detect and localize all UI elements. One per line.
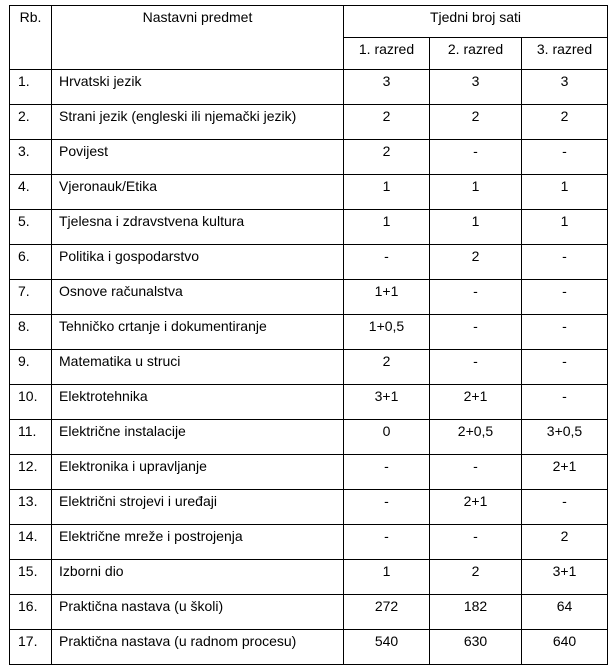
hours-year-2: 2: [430, 105, 522, 140]
hours-year-1: 3: [344, 70, 430, 105]
hours-year-3: -: [522, 350, 608, 385]
hours-year-3: -: [522, 245, 608, 280]
hours-year-1: 2: [344, 105, 430, 140]
hours-year-1: 1: [344, 560, 430, 595]
subject-name: Električne mreže i postrojenja: [52, 525, 344, 560]
table-row: [10, 140, 608, 175]
hours-year-2: 2: [430, 560, 522, 595]
row-number: 16.: [10, 595, 52, 630]
hours-year-3: 2: [522, 105, 608, 140]
table-row: [10, 525, 608, 560]
table-row: [10, 210, 608, 245]
table-row: [10, 315, 608, 350]
subject-name: Tjelesna i zdravstvena kultura: [52, 210, 344, 245]
hours-year-1: 2: [344, 140, 430, 175]
subject-name: Vjeronauk/Etika: [52, 175, 344, 210]
hours-year-2: 2+0,5: [430, 420, 522, 455]
subject-name: Strani jezik (engleski ili njemački jezik): [52, 105, 344, 140]
row-number: 17.: [10, 630, 52, 665]
subject-name: Elektrotehnika: [52, 385, 344, 420]
hours-year-1: -: [344, 490, 430, 525]
hours-year-1: -: [344, 455, 430, 490]
hours-year-2: 1: [430, 175, 522, 210]
table-row: [10, 280, 608, 315]
subject-name: Osnove računalstva: [52, 280, 344, 315]
hours-year-3: -: [522, 280, 608, 315]
row-number: 12.: [10, 455, 52, 490]
hours-year-3: 640: [522, 630, 608, 665]
header-weekly-hours: Tjedni broj sati: [344, 6, 608, 38]
hours-year-1: 540: [344, 630, 430, 665]
header-rb: Rb.: [10, 6, 52, 70]
row-number: 9.: [10, 350, 52, 385]
row-number: 14.: [10, 525, 52, 560]
row-number: 3.: [10, 140, 52, 175]
subject-name: Izborni dio: [52, 560, 344, 595]
hours-year-1: -: [344, 245, 430, 280]
header-subject: Nastavni predmet: [52, 6, 344, 70]
hours-year-1: 0: [344, 420, 430, 455]
subject-name: Tehničko crtanje i dokumentiranje: [52, 315, 344, 350]
row-number: 7.: [10, 280, 52, 315]
header-year-1: 1. razred: [344, 38, 430, 70]
hours-year-1: 2: [344, 350, 430, 385]
hours-year-1: 1+0,5: [344, 315, 430, 350]
hours-year-3: 3: [522, 70, 608, 105]
table-body: [10, 70, 608, 665]
subject-name: Matematika u struci: [52, 350, 344, 385]
table-row: [10, 490, 608, 525]
hours-year-1: 1: [344, 175, 430, 210]
hours-year-1: -: [344, 525, 430, 560]
hours-year-3: 2: [522, 525, 608, 560]
hours-year-2: -: [430, 455, 522, 490]
table-row: [10, 560, 608, 595]
hours-year-3: 1: [522, 175, 608, 210]
row-number: 6.: [10, 245, 52, 280]
hours-year-2: 2: [430, 245, 522, 280]
hours-year-2: 630: [430, 630, 522, 665]
hours-year-2: -: [430, 315, 522, 350]
hours-year-3: -: [522, 385, 608, 420]
table-row: [10, 105, 608, 140]
row-number: 5.: [10, 210, 52, 245]
row-number: 1.: [10, 70, 52, 105]
hours-year-1: 3+1: [344, 385, 430, 420]
table-row: [10, 245, 608, 280]
table-row: [10, 420, 608, 455]
hours-year-1: 1+1: [344, 280, 430, 315]
hours-year-2: 3: [430, 70, 522, 105]
subject-name: Praktična nastava (u školi): [52, 595, 344, 630]
hours-year-2: -: [430, 525, 522, 560]
subject-name: Politika i gospodarstvo: [52, 245, 344, 280]
table-row: [10, 630, 608, 665]
hours-year-3: 2+1: [522, 455, 608, 490]
hours-year-3: 1: [522, 210, 608, 245]
row-number: 10.: [10, 385, 52, 420]
subject-name: Hrvatski jezik: [52, 70, 344, 105]
hours-year-1: 272: [344, 595, 430, 630]
hours-year-3: -: [522, 315, 608, 350]
curriculum-table: [9, 5, 608, 665]
hours-year-3: 3+0,5: [522, 420, 608, 455]
hours-year-2: -: [430, 140, 522, 175]
row-number: 11.: [10, 420, 52, 455]
hours-year-1: 1: [344, 210, 430, 245]
hours-year-3: -: [522, 140, 608, 175]
header-year-3: 3. razred: [522, 38, 608, 70]
hours-year-2: -: [430, 350, 522, 385]
hours-year-2: 2+1: [430, 490, 522, 525]
hours-year-2: 1: [430, 210, 522, 245]
table-row: [10, 350, 608, 385]
table-row: [10, 175, 608, 210]
subject-name: Električne instalacije: [52, 420, 344, 455]
row-number: 15.: [10, 560, 52, 595]
subject-name: Elektronika i upravljanje: [52, 455, 344, 490]
hours-year-2: 2+1: [430, 385, 522, 420]
row-number: 8.: [10, 315, 52, 350]
header-year-2: 2. razred: [430, 38, 522, 70]
hours-year-2: 182: [430, 595, 522, 630]
hours-year-2: -: [430, 280, 522, 315]
subject-name: Povijest: [52, 140, 344, 175]
row-number: 2.: [10, 105, 52, 140]
table-row: [10, 385, 608, 420]
hours-year-3: 3+1: [522, 560, 608, 595]
table-row: [10, 455, 608, 490]
hours-year-3: 64: [522, 595, 608, 630]
subject-name: Praktična nastava (u radnom procesu): [52, 630, 344, 665]
table-row: [10, 70, 608, 105]
subject-name: Električni strojevi i uređaji: [52, 490, 344, 525]
hours-year-3: -: [522, 490, 608, 525]
row-number: 13.: [10, 490, 52, 525]
row-number: 4.: [10, 175, 52, 210]
table-row: [10, 595, 608, 630]
